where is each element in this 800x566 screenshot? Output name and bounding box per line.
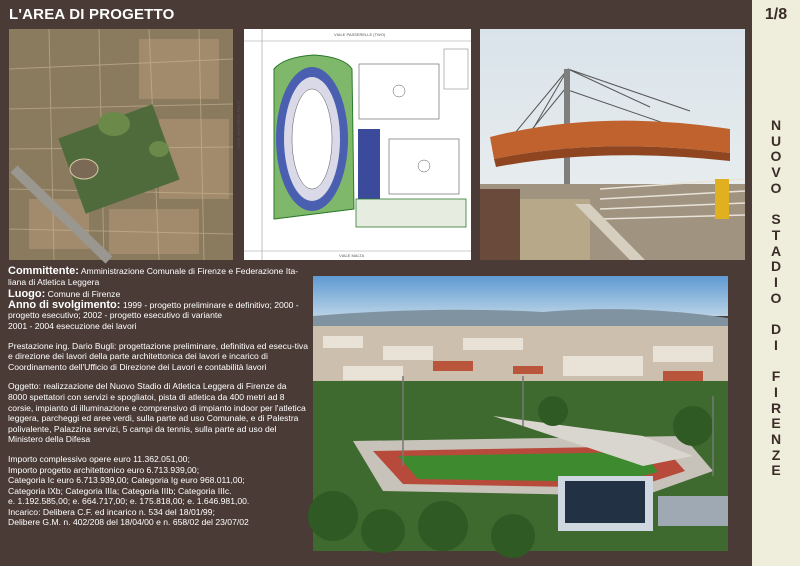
anno-row xyxy=(8,300,308,321)
canopy-photo xyxy=(480,29,745,260)
vertical-letter: I xyxy=(774,383,778,400)
vertical-spacer xyxy=(752,197,800,213)
vertical-letter: R xyxy=(770,399,782,416)
page-number: 1/8 xyxy=(764,6,788,23)
page-title: L'AREA DI PROGETTO xyxy=(9,6,175,23)
stadium-panorama-photo xyxy=(313,276,728,551)
luogo-value: Comune di Firenze xyxy=(47,289,121,300)
plan-label-top: VIALE PASSERELLE (TWO) xyxy=(334,32,386,37)
vertical-letter: I xyxy=(774,274,778,291)
vertical-letter: D xyxy=(770,258,782,275)
vertical-letter: F xyxy=(771,368,781,385)
luogo-label: Luogo: xyxy=(8,288,46,301)
vertical-letter: O xyxy=(770,179,782,196)
cost-line-2: Importo progetto architettonico euro 6.713.939,00; xyxy=(8,464,200,475)
oggetto-text: Oggetto: realizzazione del Nuovo Stadio di Atletica Leggera di Firenze da 8000 spettatori con servizi e spogliatoi, pista di atletica da 400 metri ad 8 corsie, impianto di illuminazione e comprensivo di impianto indoor per l'atletica leggera, parcheggi ed aree verdi, sulla parte ad uso Comunale, e di Palestra polivalente, Palazzina servizi, 5 campi da tennis, sulla parte ad uso del Ministero della Difesa xyxy=(8,381,306,445)
site-plan-drawing xyxy=(236,29,471,260)
anno-value-2: 2001 - 2004 esecuzione dei lavori xyxy=(8,320,137,331)
vertical-letter: S xyxy=(771,211,781,228)
vertical-spacer xyxy=(752,306,800,322)
vertical-letter: U xyxy=(770,132,782,149)
vertical-letter: A xyxy=(770,242,782,259)
aerial-photo xyxy=(9,29,233,260)
sidebar xyxy=(752,0,800,566)
cost-line-7: Delibere G.M. n. 402/208 del 18/04/00 e n. 658/02 del 23/07/02 xyxy=(8,517,249,528)
committente-label: Committente: xyxy=(8,265,79,277)
vertical-letter: O xyxy=(770,148,782,165)
vertical-spacer xyxy=(752,354,800,370)
committente-value: Amministrazione Comunale di Firenze e Federazione Ita-liana di Atletica Leggera xyxy=(8,266,299,287)
cost-line-4: Categoria IXb; Categoria IIIa; Categoria IIIb; Categoria IIIc. xyxy=(8,485,232,496)
plan-label-bottom: VIALE MALTA xyxy=(339,253,365,258)
vertical-letter: N xyxy=(770,431,782,448)
vertical-letter: D xyxy=(770,321,782,338)
anno-value-1: 1999 - progetto preliminare e definitivo; 2000 - progetto esecutivo; 2002 - progetto esecutivo di variante xyxy=(8,299,299,321)
project-description xyxy=(8,266,308,528)
vertical-title xyxy=(752,118,800,479)
committente-row xyxy=(8,266,308,287)
cost-line-3: Categoria Ic euro 6.713.939,00; Categoria Ig euro 968.011,00; xyxy=(8,475,245,486)
vertical-letter: V xyxy=(771,164,781,181)
plan-label-left: VIALE MANFREDO FANTI xyxy=(236,101,241,149)
anno-label: Anno di svolgimento: xyxy=(8,298,121,311)
vertical-letter: E xyxy=(771,462,781,479)
vertical-letter: N xyxy=(770,117,782,133)
prestazione-text: Prestazione ing. Dario Bugli: progettazione preliminare, definitiva ed esecu-tiva e direzione dei lavori della parte architettonica dei lavori e incarico di Coordinamento dell'Ufficio di Direzione dei Lavori e contabilità lavori xyxy=(8,340,308,372)
vertical-letter: E xyxy=(771,415,781,432)
vertical-letter: Z xyxy=(771,446,781,463)
cost-line-1: Importo complessivo opere euro 11.362.051,00; xyxy=(8,453,190,464)
cost-line-5: e. 1.192.585,00; e. 664.717,00; e. 175.818,00; e. 1.646.981,00. xyxy=(8,496,250,507)
vertical-letter: O xyxy=(770,289,782,306)
cost-line-6: Incarico: Delibera C.F. ed incarico n. 534 del 18/01/99; xyxy=(8,506,215,517)
vertical-letter: T xyxy=(771,226,781,243)
vertical-letter: I xyxy=(774,336,778,353)
